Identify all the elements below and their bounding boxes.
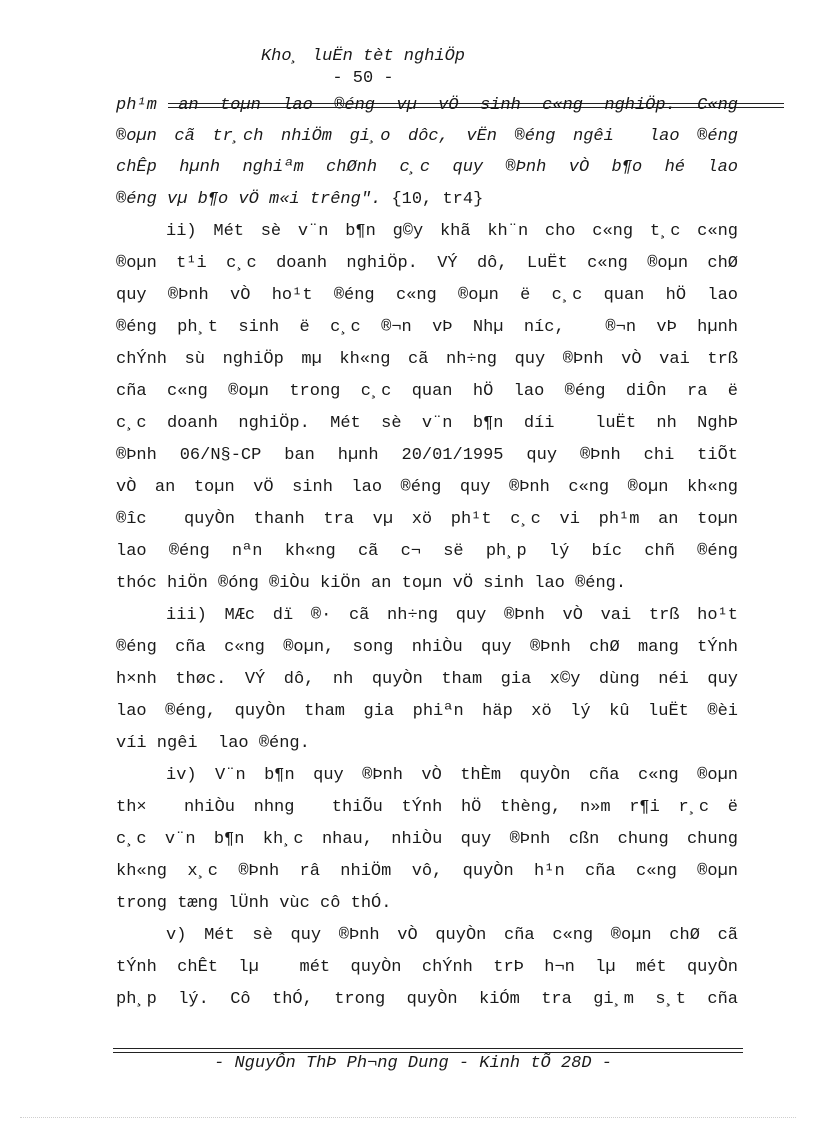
body-line: ®éng cña c«ng ®oµn, song nhiÒu quy ®Þnh chØ mang tÝnh	[116, 638, 738, 657]
body-line: ii) Mét sè v¨n b¶n g©y khã kh¨n cho c«ng t¸c c«ng	[166, 222, 738, 241]
citation: {10, tr4}	[391, 190, 484, 209]
body-line: ph¹m an toµn lao ®éng vµ vÖ sinh c«ng nghiÖp. C«ng	[116, 96, 738, 115]
page-number: - 50 -	[332, 69, 394, 88]
body-line: vÒ an toµn vÖ sinh lao ®éng quy ®Þnh c«ng ®oµn kh«ng	[116, 478, 738, 497]
body-line: iii) MÆc dï ®· cã nh÷ng quy ®Þnh vÒ vai trß ho¹t	[166, 606, 738, 625]
body-line: trong tæng lÜnh vùc cô thÓ.	[116, 894, 392, 913]
body-line: ®Þnh 06/N§-CP ban hµnh 20/01/1995 quy ®Þnh chi tiÕt	[116, 446, 738, 465]
body-line: lao ®éng, quyÒn tham gia phiªn häp xö lý kû luËt ®èi	[116, 702, 738, 721]
body-line: cña c«ng ®oµn trong c¸c quan hÖ lao ®éng diÔn ra ë	[116, 382, 738, 401]
body-line: c¸c doanh nghiÖp. Mét sè v¨n b¶n díi luËt nh NghÞ	[116, 414, 738, 433]
body-line: ®îc quyÒn thanh tra vµ xö ph¹t c¸c vi ph¹m an toµn	[116, 510, 738, 529]
body-line	[116, 190, 738, 210]
body-line: lao ®éng nªn kh«ng cã c¬ së ph¸p lý bíc chñ ®éng	[116, 542, 738, 561]
body-line: v) Mét sè quy ®Þnh vÒ quyÒn cña c«ng ®oµn chØ cã	[166, 926, 738, 945]
body-line: iv) V¨n b¶n quy ®Þnh vÒ thÈm quyÒn cña c«ng ®oµn	[166, 766, 738, 785]
body-line: chÝnh sù nghiÖp mµ kh«ng cã nh÷ng quy ®Þnh vÒ vai trß	[116, 350, 738, 369]
body-line: tÝnh chÊt lµ mét quyÒn chÝnh trÞ h¬n lµ mét quyÒn	[116, 958, 738, 977]
footer-author: - NguyÔn ThÞ Ph¬ng Dung - Kinh tÕ 28D -	[214, 1054, 612, 1073]
body-line: ®oµn t¹i c¸c doanh nghiÖp. VÝ dô, LuËt c«ng ®oµn chØ	[116, 254, 738, 273]
body-line: chÊp hµnh nghiªm chØnh c¸c quy ®Þnh vÒ b¶o hé lao	[116, 158, 738, 177]
body-line: quy ®Þnh vÒ ho¹t ®éng c«ng ®oµn ë c¸c quan hÖ lao	[116, 286, 738, 305]
body-line: ph¸p lý. Cô thÓ, trong quyÒn kiÓm tra gi¸m s¸t cña	[116, 990, 738, 1009]
body-line: kh«ng x¸c ®Þnh râ nhiÖm vô, quyÒn h¹n cña c«ng ®oµn	[116, 862, 738, 881]
body-line: c¸c v¨n b¶n kh¸c nhau, nhiÒu quy ®Þnh cßn chung chung	[116, 830, 738, 849]
body-line: thóc hiÖn ®óng ®iÒu kiÖn an toµn vÖ sinh lao ®éng.	[116, 574, 627, 593]
body-line: ®oµn cã tr¸ch nhiÖm gi¸o dôc, vËn ®éng ngêi lao ®éng	[116, 127, 738, 146]
body-line: ®éng ph¸t sinh ë c¸c ®¬n vÞ Nhµ níc, ®¬n vÞ hµnh	[116, 318, 738, 337]
page-edge-dots	[20, 1117, 796, 1118]
body-line: th× nhiÒu nhng thiÕu tÝnh hÖ thèng, n»m r¶i r¸c ë	[116, 798, 738, 817]
quote-end: ®éng vµ b¶o vÖ m«i trêng".	[116, 190, 392, 209]
footer-rule-bottom	[113, 1052, 743, 1053]
footer-rule-top	[113, 1048, 743, 1049]
body-line: h×nh thøc. VÝ dô, nh quyÒn tham gia x©y dùng néi quy	[116, 670, 738, 689]
header-title: Kho¸ luËn tèt nghiÖp	[260, 47, 466, 66]
body-line: víi ngêi lao ®éng.	[116, 734, 310, 753]
